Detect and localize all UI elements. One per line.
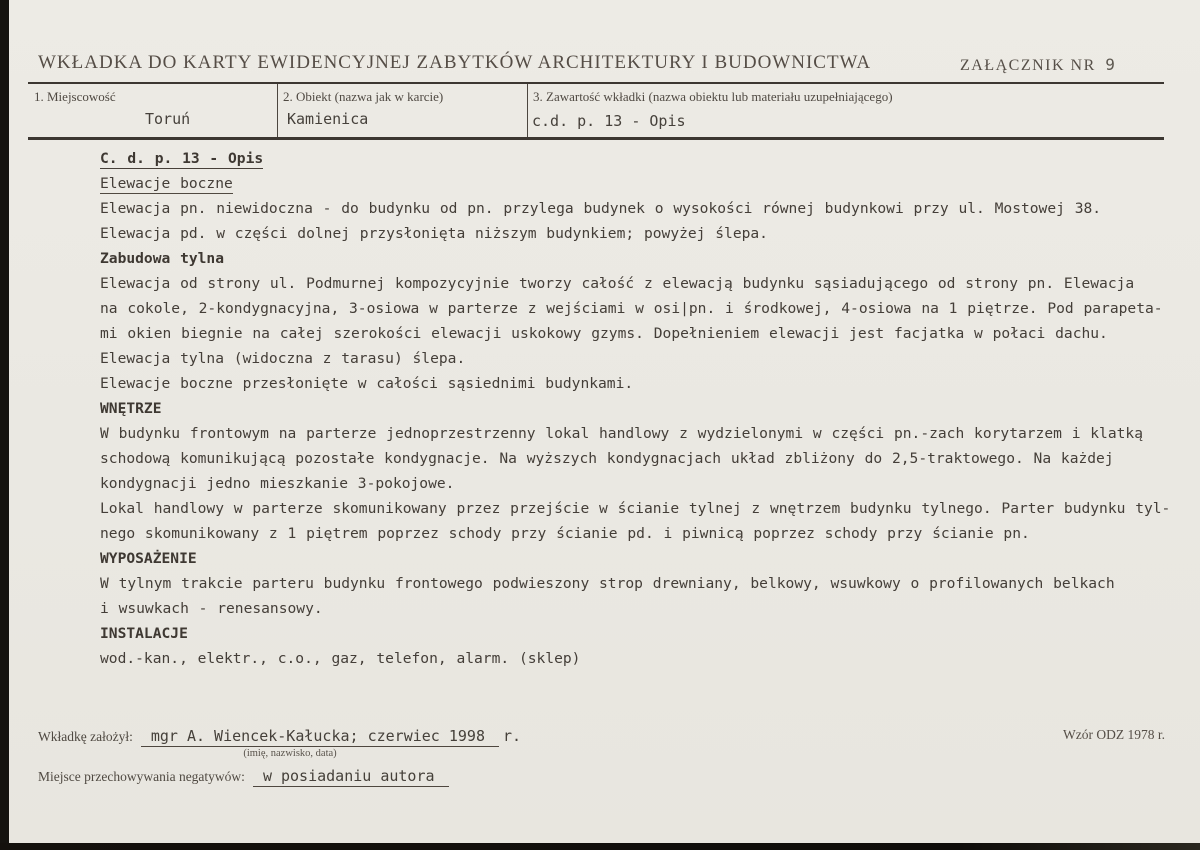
table-divider-1 (277, 84, 278, 137)
body-line: Zabudowa tylna (100, 250, 225, 267)
description-text (100, 146, 1170, 671)
table-divider-2 (527, 84, 528, 137)
attachment-header (960, 55, 1115, 75)
body-line: i wsuwkach - renesansowy. (100, 600, 323, 617)
body-line: schodową komunikującą pozostałe kondygnacje. Na wyższych kondygnacjach układ zbliżony do 2,5-traktowego. Na każdej (100, 450, 1114, 467)
form-title: WKŁADKA DO KARTY EWIDENCYJNEJ ZABYTKÓW ARCHITEKTURY I BUDOWNICTWA (38, 52, 872, 73)
field-value-locality: Toruń (145, 110, 191, 128)
negatives-row (38, 767, 449, 785)
field-value-contents: c.d. p. 13 - Opis (532, 112, 686, 130)
founder-label: Wkładkę założył: (38, 729, 133, 744)
founder-row (38, 727, 521, 745)
body-line: Lokal handlowy w parterze skomunikowany przez przejście w ścianie tylnej z wnętrzem budynku tylnego. Parter budynku tyl- (100, 500, 1171, 517)
body-line: Elewacja pd. w części dolnej przysłonięta niższym budynkiem; powyżej ślepa. (100, 225, 768, 242)
field-label-contents: 3. Zawartość wkładki (nazwa obiektu lub materiału uzupełniającego) (533, 89, 893, 104)
body-line: C. d. p. 13 - Opis (100, 150, 264, 167)
body-line: Elewacje boczne (100, 175, 233, 192)
field-value-object: Kamienica (287, 110, 369, 128)
attachment-label: ZAŁĄCZNIK NR (960, 57, 1096, 74)
body-line: Elewacje boczne przesłonięte w całości sąsiednimi budynkami. (100, 375, 634, 392)
scan-edge-left (0, 0, 9, 850)
field-label-object: 2. Obiekt (nazwa jak w karcie) (283, 89, 444, 104)
header-rule (28, 82, 1164, 84)
body-line: W budynku frontowym na parterze jednoprzestrzenny lokal handlowy z wydzielonymi w części pn.-zach korytarzem i klatką (100, 425, 1143, 442)
body-line: Elewacja tylna (widoczna z tarasu) ślepa. (100, 350, 466, 367)
attachment-number: 9 (1105, 55, 1115, 74)
founder-caption: (imię, nazwisko, data) (243, 748, 337, 759)
table-bottom-rule (28, 137, 1164, 140)
body-line: WNĘTRZE (100, 400, 162, 417)
body-line: wod.-kan., elektr., c.o., gaz, telefon, alarm. (sklep) (100, 650, 581, 667)
field-label-locality: 1. Miejscowość (34, 89, 116, 104)
form-code: Wzór ODZ 1978 r. (1063, 727, 1165, 742)
body-line: mi okien biegnie na całej szerokości elewacji uskokowy gzyms. Dopełnieniem elewacji jest facjatka w połaci dachu. (100, 325, 1108, 342)
body-line: nego skomunikowany z 1 piętrem poprzez schody przy ścianie pd. i piwnicą poprzez schody przy ścianie pn. (100, 525, 1030, 542)
negatives-value: w posiadaniu autora (253, 767, 449, 787)
body-line: Elewacja od strony ul. Podmurnej kompozycyjnie tworzy całość z elewacją budynku sąsiadującego od strony pn. Elewacja (100, 275, 1135, 292)
founder-suffix: r. (502, 727, 522, 745)
body-line: WYPOSAŻENIE (100, 550, 197, 567)
founder-value: mgr A. Wiencek-Kałucka; czerwiec 1998 (141, 727, 499, 747)
body-line: W tylnym trakcie parteru budynku frontowego podwieszony strop drewniany, belkowy, wsuwkowy o profilowanych belkach (100, 575, 1115, 592)
body-line: kondygnacji jedno mieszkanie 3-pokojowe. (100, 475, 455, 492)
negatives-label: Miejsce przechowywania negatywów: (38, 769, 245, 784)
body-line: na cokole, 2-kondygnacyjna, 3-osiowa w parterze z wejściami w osi|pn. i środkowej, 4-osiowa na 1 piętrze. Pod parapeta- (100, 300, 1163, 317)
body-line: INSTALACJE (100, 625, 188, 642)
body-line: Elewacja pn. niewidoczna - do budynku od pn. przylega budynek o wysokości równej budynkowi przy ul. Mostowej 38. (100, 200, 1102, 217)
scan-edge-bottom (0, 843, 1200, 850)
